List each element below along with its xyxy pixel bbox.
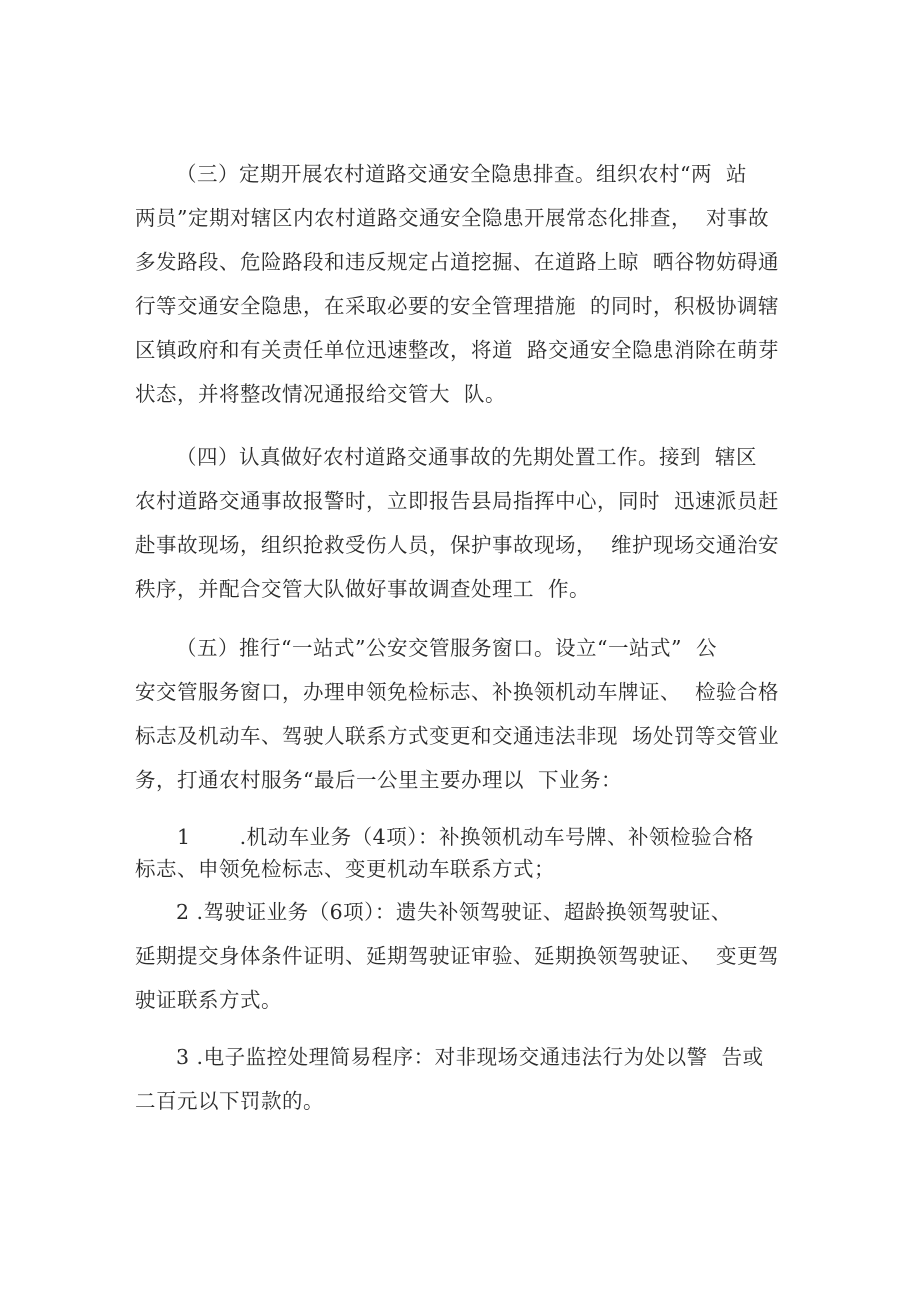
text-line: 延期提交身体条件证明、延期驾驶证审验、延期换领驾驶证、 变更驾	[135, 944, 780, 968]
text-line: 二百元以下罚款的。	[135, 1089, 324, 1113]
text-line: 农村道路交通事故报警时，立即报告县局指挥中心，同时 迅速派员赶	[135, 489, 780, 513]
text-line: 标志及机动车、驾驶人联系方式变更和交通违法非现 场处罚等交管业	[135, 724, 780, 748]
text-line: （四）认真做好农村道路交通事故的先期处置工作。接到 辖区	[176, 445, 758, 469]
text-line: 状态，并将整改情况通报给交管大 队。	[135, 382, 507, 406]
text-line: 3 .电子监控处理简易程序：对非现场交通违法行为处以警 告或	[176, 1045, 764, 1069]
text-line: 驶证联系方式。	[135, 988, 282, 1012]
text-line: 标志、申领免检标志、变更机动车联系方式；	[135, 857, 555, 881]
text-line: 1 .机动车业务（4项）：补换领机动车号牌、补领检验合格	[177, 825, 754, 849]
text-line: 赴事故现场，组织抢救受伤人员，保护事故现场， 维护现场交通治安	[135, 533, 780, 557]
text-line: 2 .驾驶证业务（6项）：遗失补领驾驶证、超龄换领驾驶证、	[176, 900, 732, 924]
text-line: （三）定期开展农村道路交通安全隐患排查。组织农村“两 站	[176, 162, 748, 186]
text-line: 秩序，并配合交管大队做好事故调查处理工 作。	[135, 577, 591, 601]
text-line: 行等交通安全隐患，在采取必要的安全管理措施 的同时，积极协调辖	[135, 294, 780, 318]
text-line: （五）推行“一站式”公安交管服务窗口。设立“一站式” 公	[176, 636, 717, 660]
text-line: 两员”定期对辖区内农村道路交通安全隐患开展常态化排查， 对事故	[135, 206, 770, 230]
text-line: 多发路段、危险路段和违反规定占道挖掘、在道路上晾 晒谷物妨碍通	[135, 250, 780, 274]
text-line: 区镇政府和有关责任单位迅速整改，将道 路交通安全隐患消除在萌芽	[135, 338, 780, 362]
text-line: 安交管服务窗口，办理申领免检标志、补换领机动车牌证、 检验合格	[135, 680, 780, 704]
text-line: 务，打通农村服务“最后一公里主要办理以 下业务：	[135, 768, 623, 792]
